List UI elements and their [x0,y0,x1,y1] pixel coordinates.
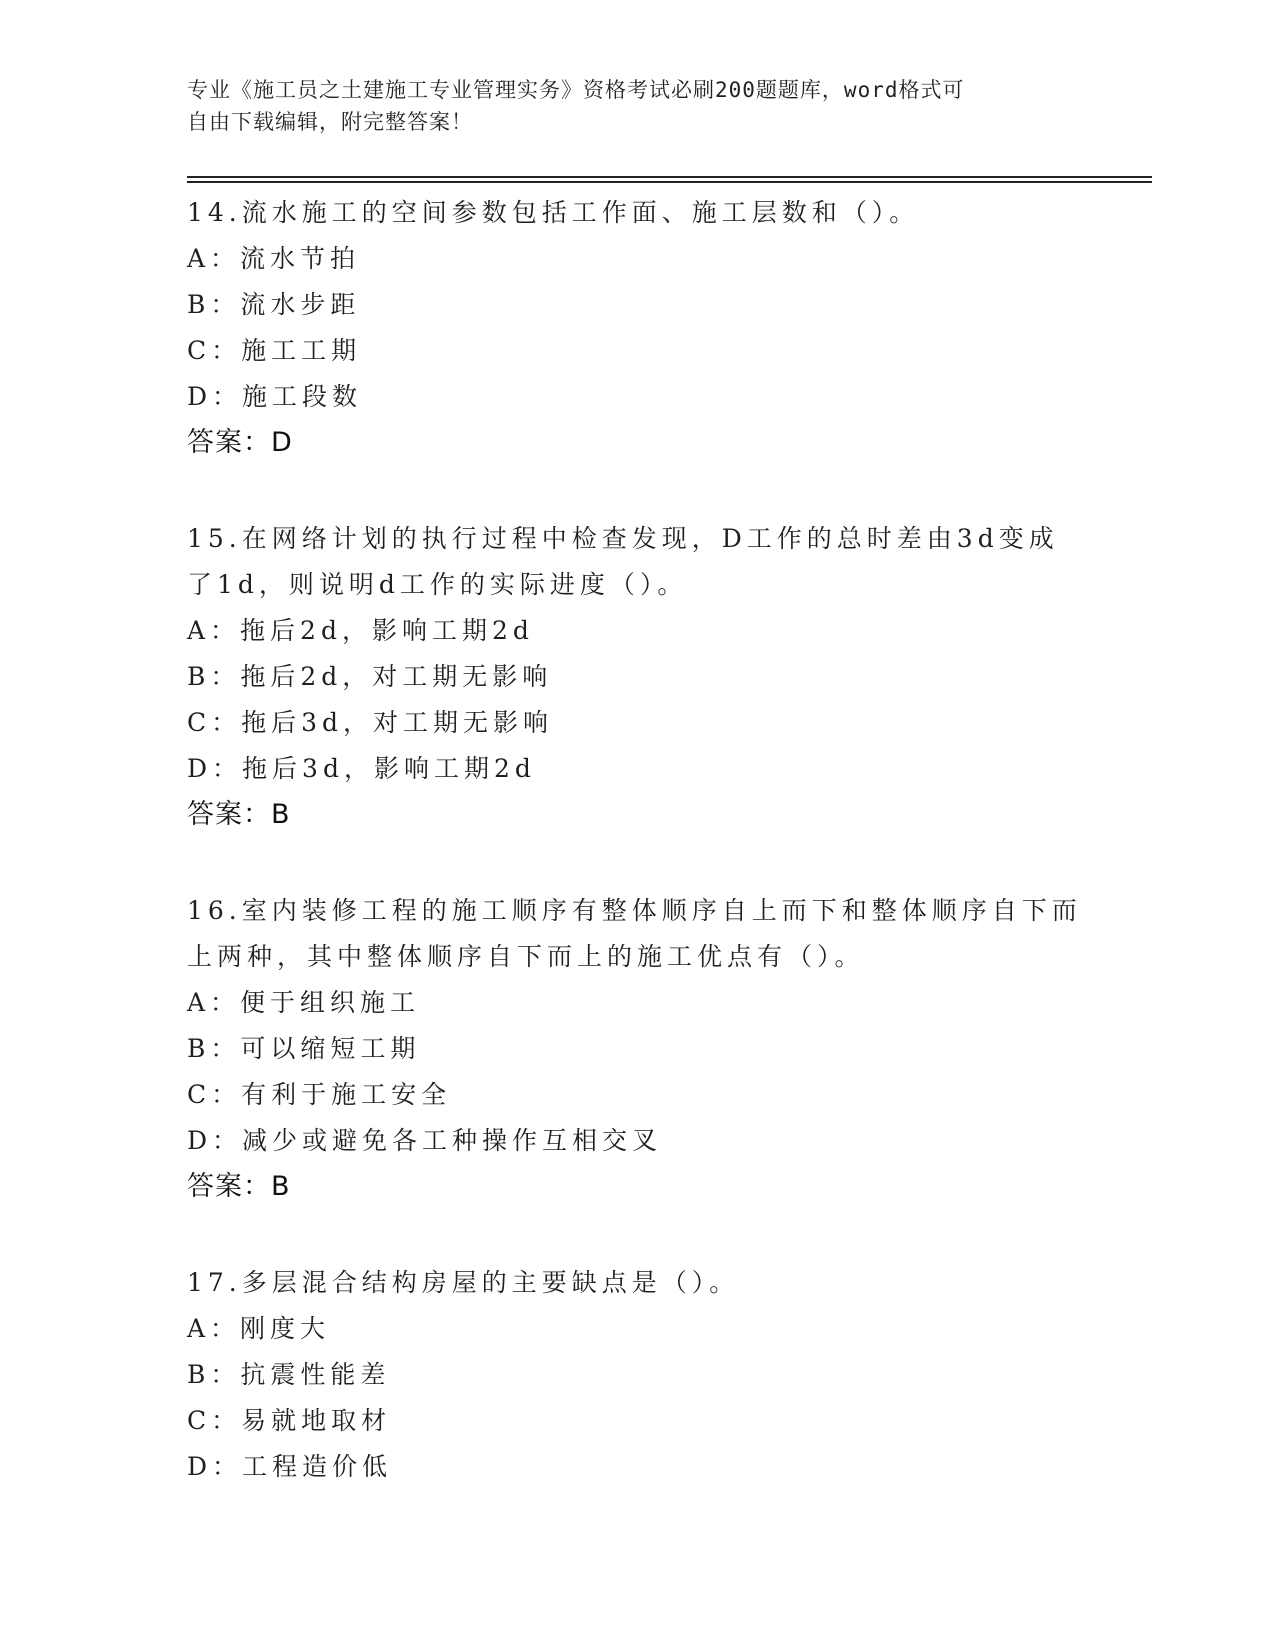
question-stem: 16.室内装修工程的施工顺序有整体顺序自上而下和整体顺序自下而上两种，其中整体顺序自下而上的施工优点有（）。 [187,896,1082,971]
question-stem: 17.多层混合结构房屋的主要缺点是（）。 [187,1268,740,1297]
question-block [187,516,1087,838]
answer-line: 答案：D [187,427,293,458]
header-divider-bottom [187,181,1152,183]
question-block [187,190,1087,466]
option-d: D：工程造价低 [187,1452,393,1481]
option-b: B：拖后2d，对工期无影响 [187,662,553,691]
question-list [187,190,1087,1540]
question-block [187,1260,1087,1490]
question-stem: 15.在网络计划的执行过程中检查发现，D工作的总时差由3d变成了1d，则说明d工作的实际进度（）。 [187,524,1059,599]
option-c: C：有利于施工安全 [187,1080,452,1109]
option-b: B：可以缩短工期 [187,1034,421,1063]
option-b: B：抗震性能差 [187,1360,391,1389]
option-c: C：易就地取材 [187,1406,392,1435]
answer-line: 答案：B [187,799,291,830]
option-a: A：拖后2d，影响工期2d [187,616,534,645]
header-line-2: 自由下载编辑，附完整答案！ [187,110,473,134]
question-block [187,888,1087,1210]
option-a: A：流水节拍 [187,244,361,273]
option-a: A：便于组织施工 [187,988,421,1017]
option-d: D：拖后3d，影响工期2d [187,754,536,783]
option-d: D：减少或避免各工种操作互相交叉 [187,1126,663,1155]
option-d: D：施工段数 [187,382,363,411]
answer-line: 答案：B [187,1171,291,1202]
header-line-1: 专业《施工员之土建施工专业管理实务》资格考试必刷200题题库，word格式可 [187,78,965,102]
option-b: B：流水步距 [187,290,361,319]
option-c: C：施工工期 [187,336,362,365]
header-divider-top [187,176,1152,178]
document-header [187,74,1067,138]
option-c: C：拖后3d，对工期无影响 [187,708,554,737]
option-a: A：刚度大 [187,1314,331,1343]
question-stem: 14.流水施工的空间参数包括工作面、施工层数和（）。 [187,198,920,227]
